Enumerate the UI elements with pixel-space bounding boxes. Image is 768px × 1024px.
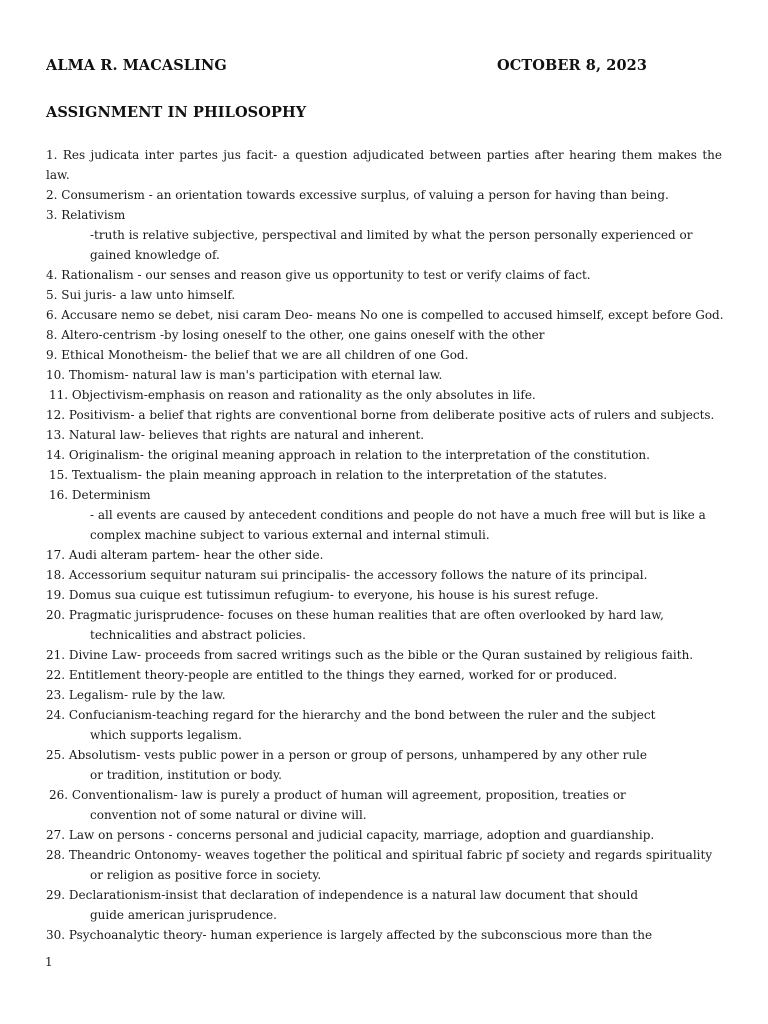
line-20: complex machine subject to various external and internal stimuli. — [90, 528, 490, 542]
line-25: technicalities and abstract policies. — [90, 628, 306, 642]
line-10: 8. Altero-centrism -by losing oneself to the other, one gains oneself with the other — [46, 328, 545, 342]
line-8: 5. Sui juris- a law unto himself. — [46, 288, 236, 302]
assignment-body — [46, 145, 722, 945]
line-35: 27. Law on persons - concerns personal and judicial capacity, marriage, adoption and guardianship. — [46, 828, 655, 842]
line-7: 4. Rationalism - our senses and reason give us opportunity to test or verify claims of fact. — [46, 268, 591, 282]
line-27: 22. Entitlement theory-people are entitled to the things they earned, worked for or produced. — [46, 668, 618, 682]
line-1: 1. Res judicata inter partes jus facit- a question adjudicated between parties after hearing them makes the — [46, 148, 722, 162]
line-11: 9. Ethical Monotheism- the belief that we are all children of one God. — [46, 348, 469, 362]
line-33: 26. Conventionalism- law is purely a product of human will agreement, proposition, treaties or — [49, 788, 626, 802]
line-16: 14. Originalism- the original meaning approach in relation to the interpretation of the constitution. — [46, 448, 650, 462]
line-39: guide american jurisprudence. — [90, 908, 277, 922]
line-21: 17. Audi alteram partem- hear the other side. — [46, 548, 324, 562]
line-29: 24. Confucianism-teaching regard for the hierarchy and the bond between the ruler and the subject — [46, 708, 656, 722]
line-14: 12. Positivism- a belief that rights are conventional borne from deliberate positive acts of rulers and subjects. — [46, 408, 715, 422]
line-9: 6. Accusare nemo se debet, nisi caram Deo- means No one is compelled to accused himself, except before God. — [46, 308, 724, 322]
line-30: which supports legalism. — [90, 728, 242, 742]
line-24: 20. Pragmatic jurisprudence- focuses on these human realities that are often overlooked by hard law, — [46, 608, 664, 622]
line-19: - all events are caused by antecedent conditions and people do not have a much free will but is like a — [90, 508, 706, 522]
author-name: ALMA R. MACASLING — [46, 57, 227, 74]
line-36: 28. Theandric Ontonomy- weaves together the political and spiritual fabric pf society and regards spirituality — [46, 848, 713, 862]
line-28: 23. Legalism- rule by the law. — [46, 688, 226, 702]
line-6: gained knowledge of. — [90, 248, 220, 262]
line-23: 19. Domus sua cuique est tutissimun refugium- to everyone, his house is his surest refuge. — [46, 588, 599, 602]
line-34: convention not of some natural or divine will. — [90, 808, 367, 822]
line-38: 29. Declarationism-insist that declaration of independence is a natural law document that should — [46, 888, 639, 902]
line-40: 30. Psychoanalytic theory- human experience is largely affected by the subconscious more than the — [46, 928, 653, 942]
line-26: 21. Divine Law- proceeds from sacred writings such as the bible or the Quran sustained by religious faith. — [46, 648, 694, 662]
line-3: 2. Consumerism - an orientation towards excessive surplus, of valuing a person for having than being. — [46, 188, 669, 202]
page-number: 1 — [45, 955, 53, 969]
line-31: 25. Absolutism- vests public power in a person or group of persons, unhampered by any other rule — [46, 748, 647, 762]
line-4: 3. Relativism — [46, 208, 126, 222]
line-13: 11. Objectivism-emphasis on reason and rationality as the only absolutes in life. — [49, 388, 536, 402]
line-12: 10. Thomism- natural law is man's participation with eternal law. — [46, 368, 443, 382]
line-5: -truth is relative subjective, perspectival and limited by what the person personally experienced or — [90, 228, 693, 242]
line-17: 15. Textualism- the plain meaning approach in relation to the interpretation of the statutes. — [49, 468, 608, 482]
line-37: or religion as positive force in society. — [90, 868, 322, 882]
line-32: or tradition, institution or body. — [90, 768, 282, 782]
document-date: OCTOBER 8, 2023 — [497, 57, 648, 74]
line-18: 16. Determinism — [49, 488, 151, 502]
line-22: 18. Accessorium sequitur naturam sui principalis- the accessory follows the nature of its principal. — [46, 568, 648, 582]
line-15: 13. Natural law- believes that rights are natural and inherent. — [46, 428, 425, 442]
line-2: law. — [46, 168, 70, 182]
document-title: ASSIGNMENT IN PHILOSOPHY — [46, 104, 307, 121]
